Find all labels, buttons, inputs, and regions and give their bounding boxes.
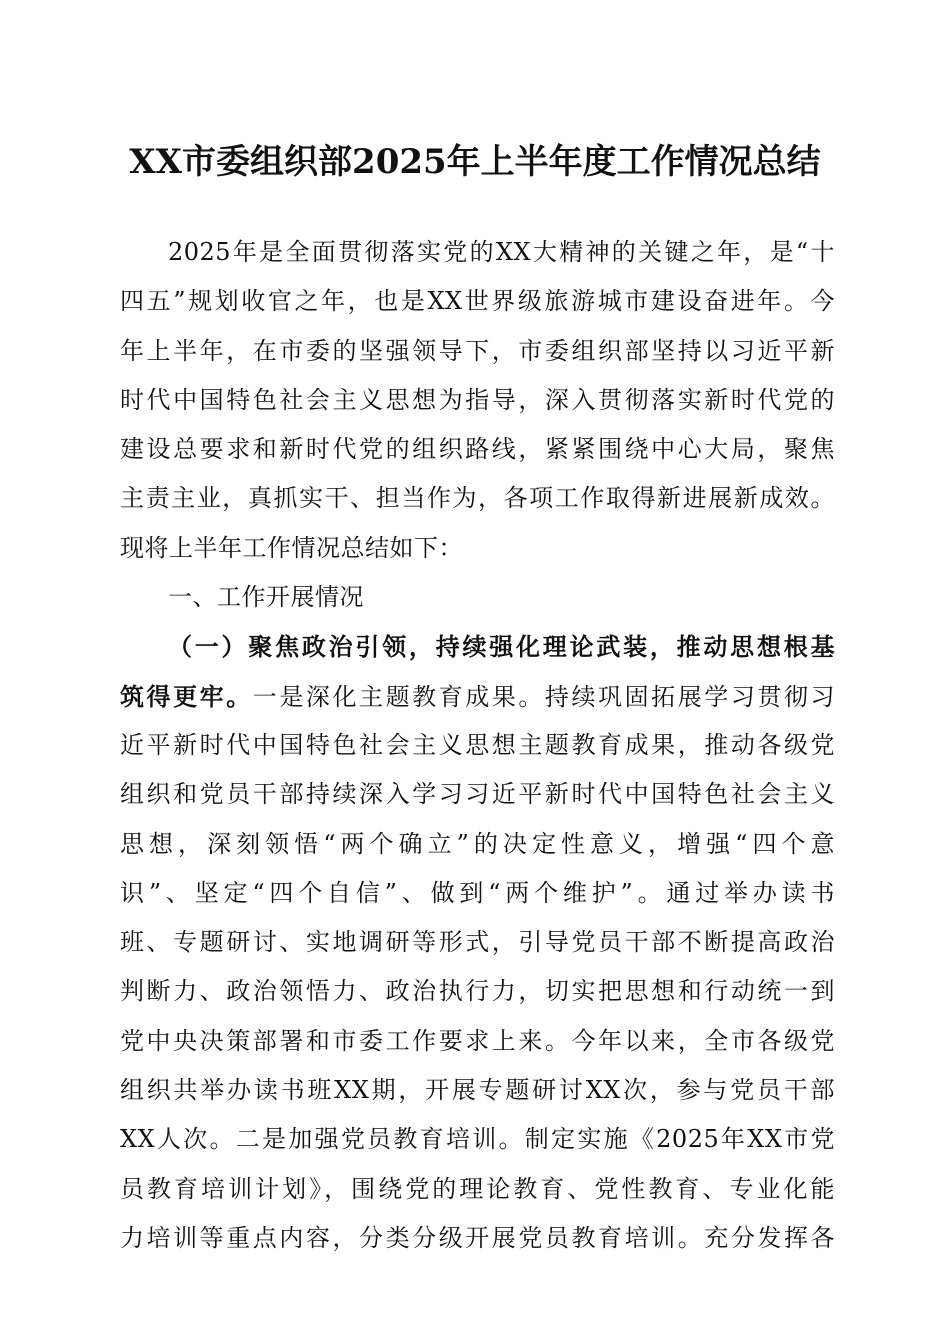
- body-line: 四五”规划收官之年，也是XX世界级旅游城市建设奋进年。今: [120, 287, 835, 316]
- body-line: 建设总要求和新时代党的组织路线，紧紧围绕中心大局，聚焦: [120, 435, 835, 464]
- body-line: 时代中国特色社会主义思想为指导，深入贯彻落实新时代党的: [120, 385, 835, 414]
- body-line: 思想，深刻领悟“两个确立”的决定性意义，增强“四个意: [120, 829, 835, 858]
- body-line: 判断力、政治领悟力、政治执行力，切实把思想和行动统一到: [120, 977, 835, 1006]
- body-line: 主责主业，真抓实干、担当作为，各项工作取得新进展新成效。: [120, 484, 835, 513]
- body-line: 班、专题研讨、实地调研等形式，引导党员干部不断提高政治: [120, 928, 835, 957]
- document-body: [120, 228, 835, 1263]
- body-line: 力培训等重点内容，分类分级开展党员教育培训。充分发挥各: [120, 1223, 835, 1252]
- body-line: 党中央决策部署和市委工作要求上来。今年以来，全市各级党: [120, 1026, 835, 1055]
- document-title: XX市委组织部2025年上半年度工作情况总结: [129, 142, 821, 182]
- body-line: XX人次。二是加强党员教育培训。制定实施《2025年XX市党: [120, 1125, 835, 1154]
- body-text-span: 一是深化主题教育成果。持续巩固拓展学习贯彻习: [252, 682, 836, 711]
- section-heading: 一、工作开展情况: [168, 583, 364, 612]
- body-line: [120, 672, 835, 721]
- body-line: 组织共举办读书班XX期，开展专题研讨XX次，参与党员干部: [120, 1076, 835, 1105]
- body-line: 近平新时代中国特色社会主义思想主题教育成果，推动各级党: [120, 730, 835, 759]
- body-line: 组织和党员干部持续深入学习习近平新时代中国特色社会主义: [120, 780, 835, 809]
- body-line: 现将上半年工作情况总结如下：: [120, 533, 463, 562]
- bold-lead: 筑得更牢。: [120, 681, 253, 711]
- subsection-heading-line: （一）聚焦政治引领，持续强化理论武装，推动思想根基: [168, 632, 835, 662]
- body-line: 员教育培训计划》，围绕党的理论教育、党性教育、专业化能: [120, 1174, 835, 1203]
- body-line: 识”、坚定“四个自信”、做到“两个维护”。通过举办读书: [120, 878, 835, 907]
- body-line: 年上半年，在市委的坚强领导下，市委组织部坚持以习近平新: [120, 336, 835, 365]
- body-line: 2025年是全面贯彻落实党的XX大精神的关键之年，是“十: [168, 238, 835, 266]
